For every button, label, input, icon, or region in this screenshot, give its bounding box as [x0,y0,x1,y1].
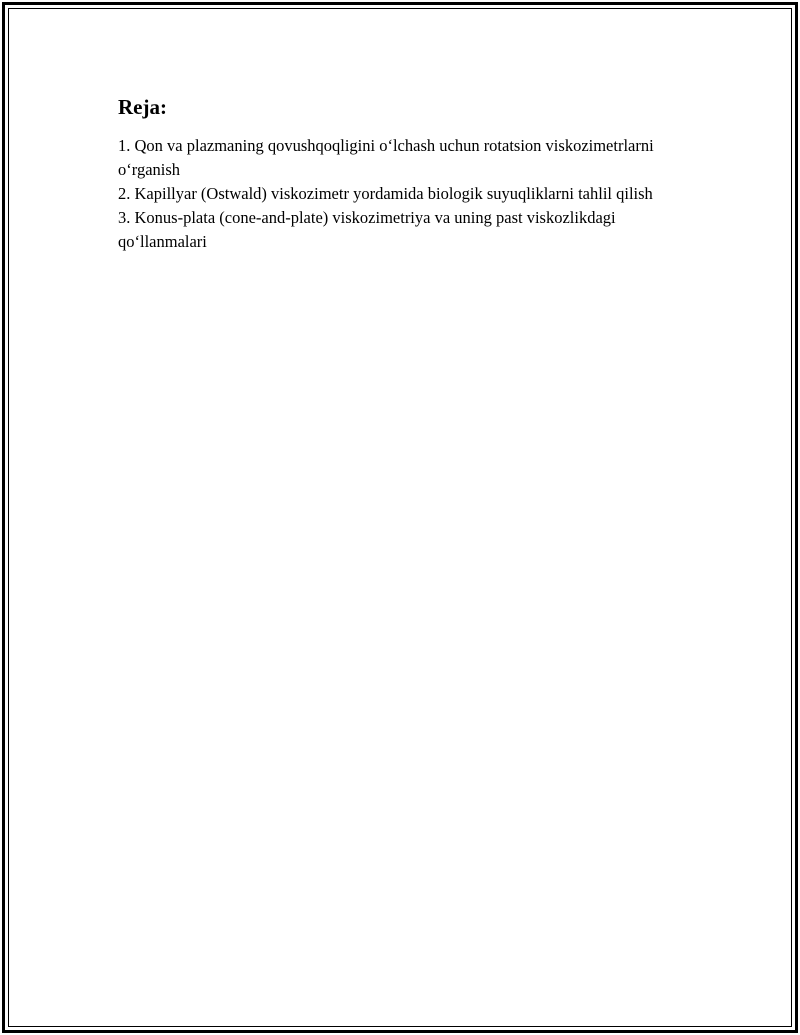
plan-item-3: 3. Konus-plata (cone-and-plate) viskozimetriya va uning past viskozlikdagi qo‘llanmalari [118,208,616,251]
plan-item-2: 2. Kapillyar (Ostwald) viskozimetr yordamida biologik suyuqliklarni tahlil qilish [118,184,653,203]
plan-list [118,134,688,254]
plan-item-1: 1. Qon va plazmaning qovushqoqligini o‘lchash uchun rotatsion viskozimetrlarni o‘rganish [118,136,654,179]
document-body [118,94,688,254]
plan-heading: Reja: [118,95,167,119]
